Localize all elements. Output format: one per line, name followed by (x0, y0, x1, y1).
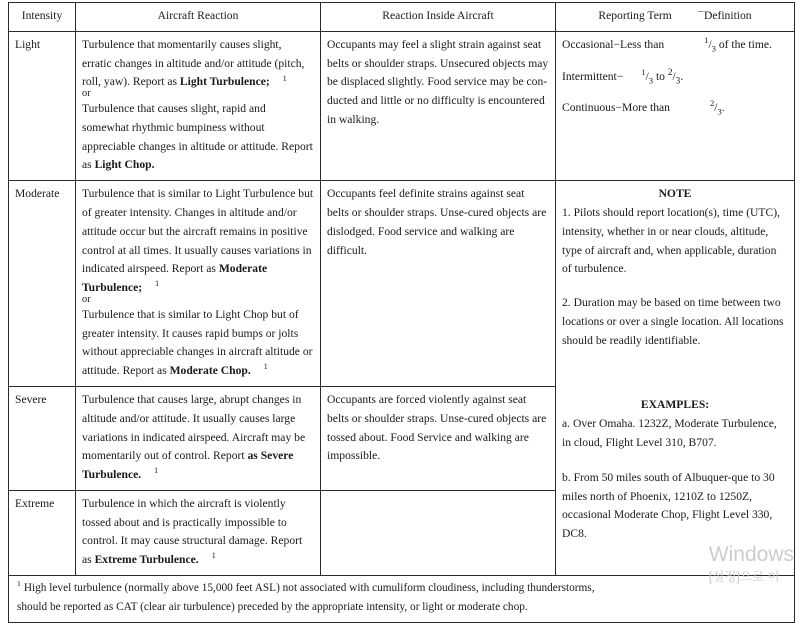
moderate-chop-term: Moderate Chop. (169, 364, 251, 378)
column-header-definition-text: Definition (703, 9, 752, 22)
light-reaction-text-2: Turbulence that causes slight, rapid and somewhat rhythmic bumpiness without appreciable changes in altitude or attitude. Report as (82, 102, 313, 172)
example-b: b. From 50 miles south of Albuquer-que to 30 miles north of Phoenix, 1210Z to 1250Z, occasional Moderate Chop, Flight Level 330, DC8. (562, 470, 775, 541)
cell-intensity-severe: Severe (9, 386, 76, 490)
fraction-one-third (704, 34, 716, 54)
table-header (9, 3, 795, 32)
moderate-turbulence-term: Moderate Turbulence; (82, 262, 268, 295)
cell-intensity-extreme: Extreme (9, 490, 76, 575)
definition-intermittent-tail: . (680, 69, 684, 83)
cell-note-and-examples-panel (556, 181, 795, 576)
column-header-intensity: Intensity (9, 3, 76, 32)
fraction-slash: / (672, 70, 676, 83)
examples-heading: EXAMPLES: (640, 398, 710, 412)
watermark-subtitle: [설정]으로 이 (708, 570, 780, 585)
column-header-definition-group (697, 6, 752, 22)
cell-aircraft-reaction-extreme (76, 490, 321, 575)
cell-reporting-term-definitions (556, 31, 795, 180)
turbulence-reporting-criteria-table (8, 2, 795, 623)
definition-occasional-label: Occasional−Less than (562, 37, 665, 51)
table-footnote-row (9, 576, 795, 623)
note-heading: NOTE (658, 187, 692, 201)
definition-occasional (562, 36, 788, 55)
fraction-numerator: 1 (704, 34, 709, 45)
light-or-separator: or (82, 88, 91, 100)
footnote-ref: 1 (211, 551, 216, 561)
cell-aircraft-reaction-moderate (76, 181, 321, 387)
note-item-1: 1. Pilots should report location(s), time (UTC), intensity, whether in or near clouds, altitude, type of aircraft and, when applicable, duration of turbulence. (562, 206, 780, 276)
severe-reaction-text-1: Turbulence that causes large, abrupt changes in altitude and/or attitude. It usually causes large variations in indicated airspeed. Aircraft may be momentarily out of control. Report (82, 392, 306, 463)
watermark-title: Windows (708, 543, 794, 567)
fraction-denominator: 3 (648, 74, 654, 85)
cell-reaction-inside-extreme (321, 490, 556, 575)
footnote-ref: 1 (155, 279, 160, 289)
fraction-slash: / (714, 102, 718, 115)
moderate-reaction-text-2: Turbulence that is similar to Light Chop but of greater intensity. It causes rapid bumps or jolts without appreciable changes in aircraft altitude or attitude. Report as (82, 307, 313, 378)
note-item-2: 2. Duration may be based on time between two locations or over a single location. All locations should be readily identifiable. (562, 296, 784, 347)
definition-intermittent-mid: to (655, 69, 665, 83)
light-reaction-paragraph-2 (82, 100, 314, 175)
footnote-line-2: should be reported as CAT (clear air turbulence) preceded by the appropriate intensity, or light or moderate chop. (17, 600, 528, 613)
fraction-one-third (641, 66, 654, 85)
fraction-denominator: 3 (711, 43, 716, 54)
cell-footnote (9, 576, 795, 623)
moderate-reaction-paragraph-2 (82, 306, 314, 381)
cell-intensity-light: Light (9, 31, 76, 180)
definition-dash: − (697, 6, 704, 19)
fraction-slash: / (708, 38, 712, 51)
fraction-slash: / (645, 70, 649, 83)
definition-occasional-tail: of the time. (718, 37, 772, 51)
footnote-ref: 1 (282, 73, 287, 83)
severe-reaction-paragraph-1 (82, 391, 314, 485)
fraction-numerator: 2 (667, 67, 673, 78)
light-reaction-text-1: Turbulence that momentarily causes slight, erratic changes in altitude and/or attitude (pitch, roll, yaw). Report as (82, 37, 305, 89)
definition-continuous-tail: . (721, 101, 725, 115)
footnote-line-1: High level turbulence (normally above 15,000 feet ASL) not associated with cumuliform cloudiness, including thunderstorms, (23, 582, 595, 594)
fraction-numerator: 2 (709, 98, 715, 109)
fraction-denominator: 3 (717, 106, 722, 117)
column-header-reporting-term-text: Reporting Term (598, 9, 672, 22)
table-row (9, 31, 795, 180)
table-header-row (9, 3, 795, 32)
severe-report-as-word: as (247, 449, 258, 463)
table-row (9, 181, 795, 387)
example-a: a. Over Omaha. 1232Z, Moderate Turbulence, in cloud, Flight Level 310, B707. (562, 417, 777, 450)
moderate-or-separator: or (82, 293, 91, 305)
footnote-marker: 1 (17, 579, 21, 589)
moderate-reaction-paragraph-1 (82, 185, 314, 298)
extreme-reaction-paragraph-1 (82, 495, 314, 570)
extreme-reaction-text-1: Turbulence in which the aircraft is violently tossed about and is practically impossible to control. It may cause structural damage. Report as (82, 496, 303, 567)
cell-reaction-inside-severe: Occupants are forced violently against seat belts or shoulder straps. Unse-cured objects are tossed about. Food Service and walking are impossible. (321, 386, 556, 490)
cell-aircraft-reaction-light (76, 31, 321, 180)
document-page (0, 2, 800, 643)
table-body (9, 31, 795, 622)
column-header-aircraft-reaction: Aircraft Reaction (76, 3, 321, 32)
footnote-ref: 1 (154, 466, 159, 476)
cell-reaction-inside-light: Occupants may feel a slight strain against seat belts or shoulder straps. Unsecured objects may be displaced slightly. Food service may be con-ducted and little or no difficulty is encountered in walking. (321, 31, 556, 180)
moderate-reaction-text-1: Turbulence that is similar to Light Turbulence but of greater intensity. Changes in altitude and/or attitude occur but the aircraft remains in positive control at all times. It usually causes variations in indicated airspeed. Report as (82, 187, 314, 276)
definition-continuous (562, 99, 788, 118)
severe-turbulence-term: Severe Turbulence. (82, 449, 294, 482)
extreme-turbulence-term: Extreme Turbulence. (94, 553, 199, 567)
fraction-two-thirds (709, 98, 722, 117)
column-header-reporting-term-definition (556, 3, 795, 32)
cell-aircraft-reaction-severe (76, 386, 321, 490)
fraction-denominator: 3 (675, 75, 681, 86)
light-chop-term: Light Chop. (94, 158, 155, 172)
cell-intensity-moderate: Moderate (9, 181, 76, 387)
definition-continuous-label: Continuous−More than (562, 101, 670, 115)
fraction-numerator: 1 (641, 66, 646, 77)
fraction-two-thirds (667, 67, 681, 86)
cell-reaction-inside-moderate: Occupants feel definite strains against seat belts or shoulder straps. Unse-cured objects are dislodged. Food service and walking are difficult. (321, 181, 556, 387)
column-header-reaction-inside-aircraft: Reaction Inside Aircraft (321, 3, 556, 32)
definition-intermittent-label: Intermittent− (562, 69, 624, 83)
footnote-ref: 1 (263, 362, 268, 372)
definition-intermittent (562, 68, 788, 87)
light-reaction-paragraph-1 (82, 36, 314, 92)
light-turbulence-term: Light Turbulence; (179, 75, 270, 89)
